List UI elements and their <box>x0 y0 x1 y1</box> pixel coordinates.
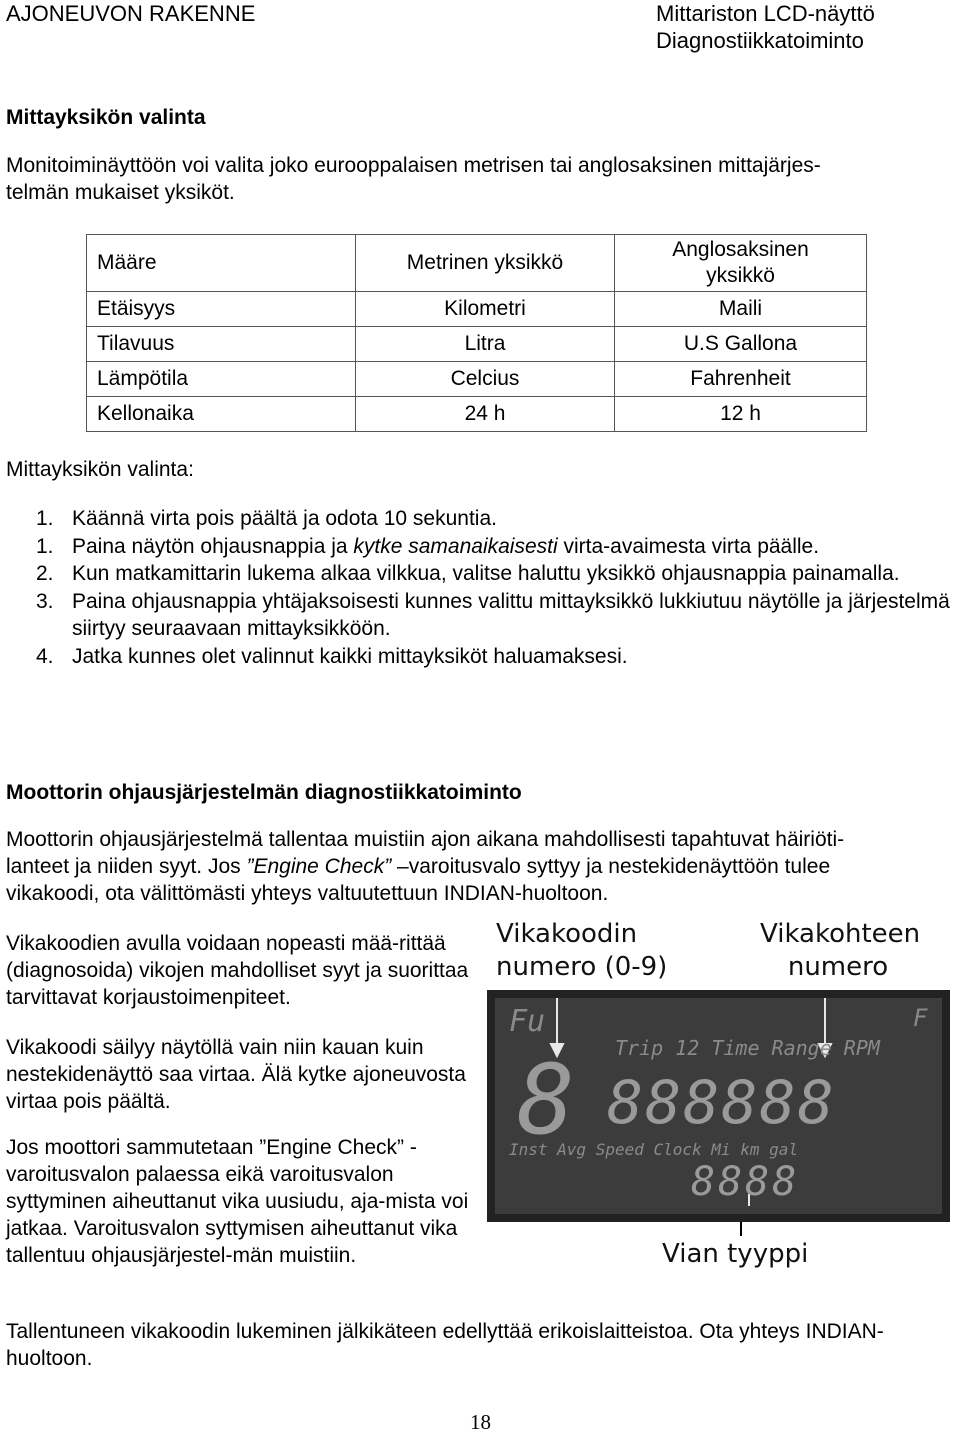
step-text: Jatka kunnes olet valinnut kaikki mittayksiköt haluamaksesi. <box>72 644 628 668</box>
table-cell: Tilavuus <box>87 327 356 362</box>
fault-type-pointer <box>740 1222 742 1236</box>
label-fault-target <box>760 918 921 984</box>
lcd-fault-type-digits: 8888 <box>691 1159 800 1205</box>
intro-emphasis: ”Engine Check” <box>246 855 392 878</box>
lcd-f-label: F <box>913 1004 928 1032</box>
label-line: Vikakoodin <box>496 919 638 949</box>
lcd-mode-row: Trip 12 Time Range RPM <box>615 1036 880 1060</box>
header-topic-line1: Mittariston LCD-näyttö <box>656 1 875 26</box>
list-item <box>36 505 960 533</box>
table-cell: 12 h <box>615 397 867 432</box>
step-number: 4. <box>36 644 54 668</box>
diagnostics-intro-line1: Moottorin ohjausjärjestelmä tallentaa muistiin ajon aikana mahdollisesti tapahtuvat häiriöti- <box>6 828 845 851</box>
closing-paragraph: Tallentuneen vikakoodin lukeminen jälkikäteen edellyttää erikoislaitteistoa. Ota yhteys INDIAN-huoltoon. <box>6 1320 884 1370</box>
step-text-emphasis: kytke samanaikaisesti <box>353 534 558 558</box>
diagnostics-intro-line3: vikakoodi, ota välittömästi yhteys valtuutettuun INDIAN-huoltoon. <box>6 882 609 905</box>
table-cell: Kellonaika <box>87 397 356 432</box>
side-paragraph-2: Vikakoodi säilyy näytöllä vain niin kauan kuin nestekidenäyttö saa virtaa. Älä kytke ajoneuvosta virtaa pois päältä. <box>6 1036 466 1113</box>
step-text: Paina ohjausnappia yhtäjaksoisesti kunnes valittu mittayksikkö lukkiutuu näytölle ja järjestelmä siirtyy seuraavaan mittayksikköön. <box>72 589 950 640</box>
table-row <box>87 292 867 327</box>
step-text: virta-avaimesta virta päälle. <box>557 534 820 558</box>
intro-text: lanteet ja niiden syyt. Jos <box>6 855 247 878</box>
list-item <box>36 643 960 671</box>
table-header-row <box>87 235 867 292</box>
table-cell: Lämpötila <box>87 362 356 397</box>
table-row <box>87 362 867 397</box>
table-header-cell <box>615 235 867 292</box>
lcd-fault-code-digit: 8 <box>517 1044 575 1156</box>
label-fault-type: Vian tyyppi <box>662 1239 809 1269</box>
label-line: Vikakohteen <box>760 919 921 949</box>
units-intro-line2: telmän mukaiset yksiköt. <box>6 181 235 204</box>
section-title-diagnostics: Moottorin ohjausjärjestelmän diagnostiikkatoiminto <box>6 781 522 804</box>
table-header-line: Anglosaksinen <box>672 238 809 261</box>
table-header-line: yksikkö <box>706 264 775 287</box>
table-header-cell: Määre <box>87 235 356 292</box>
step-text: Paina näytön ohjausnappia ja <box>72 534 354 558</box>
table-cell: Kilometri <box>356 292 615 327</box>
table-cell: U.S Gallona <box>615 327 867 362</box>
table-row <box>87 327 867 362</box>
label-fault-code <box>496 918 667 984</box>
step-text: Käännä virta pois päältä ja odota 10 sekuntia. <box>72 507 497 530</box>
table-cell: Fahrenheit <box>615 362 867 397</box>
header-topic-line2: Diagnostiikkatoiminto <box>656 28 864 53</box>
label-line: numero <box>787 952 889 982</box>
step-number: 1. <box>36 507 54 530</box>
header-topic <box>656 0 875 54</box>
table-cell: Maili <box>615 292 867 327</box>
table-cell: 24 h <box>356 397 615 432</box>
units-table <box>86 234 867 432</box>
step-number: 2. <box>36 562 54 585</box>
page-number: 18 <box>470 1410 491 1434</box>
label-line: numero (0-9) <box>496 952 668 982</box>
diagnostics-intro <box>6 826 951 907</box>
step-number: 3. <box>36 589 54 613</box>
units-intro <box>6 152 951 206</box>
table-cell: Etäisyys <box>87 292 356 327</box>
intro-text: –varoitusvalo syttyy ja nestekidenäyttöön tulee <box>391 855 831 878</box>
side-paragraph-1: Vikakoodien avulla voidaan nopeasti mää-rittää (diagnosoida) vikojen mahdolliset syyt ja suorittaa tarvittavat korjaustoimenpiteet. <box>6 932 469 1009</box>
list-item <box>36 533 960 561</box>
lcd-fault-target-digits: 888888 <box>607 1068 836 1138</box>
side-paragraph-3: Jos moottori sammutetaan ”Engine Check” -varoitusvalon palaessa eikä varoitusvalon syttyminen aiheuttanut vika uusiudu, aja-mista voi jatkaa. Varoitusvalon syttymisen aiheuttanut vika tallentuu ohjausjärjestel-män muistiin. <box>6 1136 469 1267</box>
list-item <box>36 588 960 643</box>
step-number: 1. <box>36 534 54 558</box>
diagnostics-intro-line2 <box>6 853 951 880</box>
lcd-info-row: Inst Avg Speed Clock Mi km gal <box>509 1140 798 1159</box>
table-cell: Celcius <box>356 362 615 397</box>
lcd-fuel-label: Fu <box>509 1004 546 1039</box>
header-chapter: AJONEUVON RAKENNE <box>6 1 256 26</box>
table-header-cell: Metrinen yksikkö <box>356 235 615 292</box>
steps-list <box>36 505 960 670</box>
steps-label: Mittayksikön valinta: <box>6 458 194 481</box>
step-text: Kun matkamittarin lukema alkaa vilkkua, valitse haluttu yksikkö ohjausnappia painamalla. <box>72 562 900 585</box>
table-row <box>87 397 867 432</box>
section-title-units: Mittayksikön valinta <box>6 106 206 129</box>
table-cell: Litra <box>356 327 615 362</box>
units-intro-line1: Monitoiminäyttöön voi valita joko eurooppalaisen metrisen tai anglosaksinen mittajärjes- <box>6 154 821 177</box>
lcd-screen <box>495 998 942 1214</box>
lcd-display <box>487 990 950 1222</box>
list-item <box>36 560 960 588</box>
